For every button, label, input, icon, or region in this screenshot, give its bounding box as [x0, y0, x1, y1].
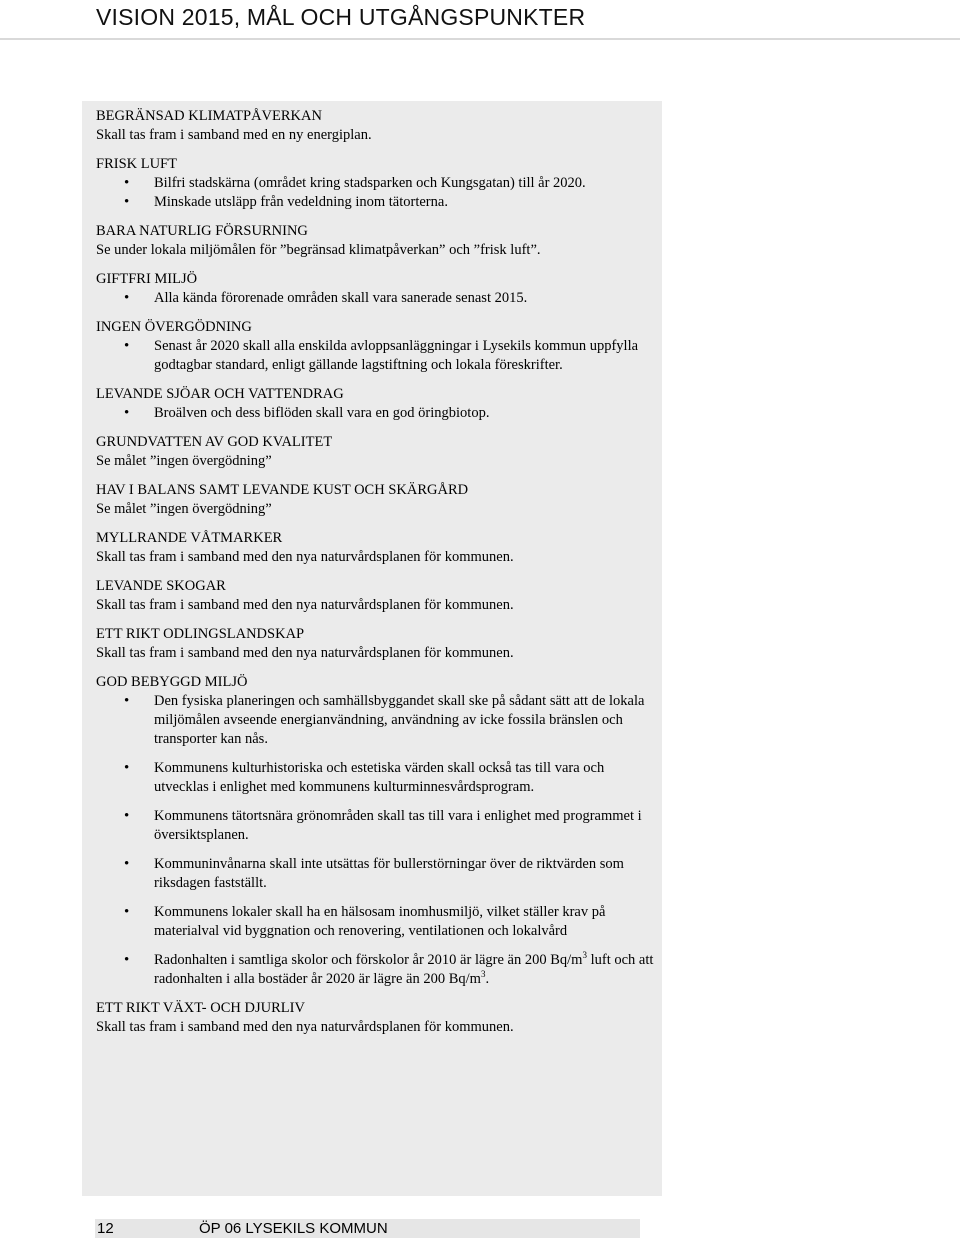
- bullet-list: [96, 692, 656, 989]
- section-vaxt-och-djurliv: [96, 999, 656, 1037]
- page-number: 12: [97, 1220, 114, 1237]
- list-item: • Alla kända förorenade områden skall vara sanerade senast 2015.: [124, 290, 528, 306]
- section-text: Skall tas fram i samband med den nya naturvårdsplanen för kommunen.: [96, 645, 514, 661]
- section-text: Skall tas fram i samband med den nya naturvårdsplanen för kommunen.: [96, 549, 514, 565]
- bullet-icon: •: [124, 693, 130, 709]
- bullet-icon: •: [124, 194, 130, 210]
- page-footer: [95, 1219, 640, 1238]
- list-item: • Kommuninvånarna skall inte utsättas för bullerstörningar över de riktvärden som riksdagen fastställt.: [124, 856, 624, 891]
- section-heading: ETT RIKT ODLINGSLANDSKAP: [96, 626, 305, 642]
- section-text: Skall tas fram i samband med den nya naturvårdsplanen för kommunen.: [96, 1019, 514, 1035]
- section-text: Se under lokala miljömålen för ”begränsad klimatpåverkan” och ”frisk luft”.: [96, 242, 541, 258]
- section-heading: GRUNDVATTEN AV GOD KVALITET: [96, 434, 333, 450]
- bullet-icon: •: [124, 856, 130, 872]
- section-grundvatten: [96, 433, 656, 471]
- section-heading: GOD BEBYGGD MILJÖ: [96, 674, 248, 690]
- page-title: VISION 2015, MÅL OCH UTGÅNGSPUNKTER: [96, 4, 586, 30]
- bullet-icon: •: [124, 338, 130, 354]
- section-heading: ETT RIKT VÄXT- OCH DJURLIV: [96, 1000, 305, 1016]
- list-item: • Minskade utsläpp från vedeldning inom tätorterna.: [124, 194, 448, 210]
- section-heading: BARA NATURLIG FÖRSURNING: [96, 223, 308, 239]
- header-divider: [0, 38, 960, 40]
- bullet-icon: •: [124, 405, 130, 421]
- bullet-icon: •: [124, 760, 130, 776]
- section-giftfri-miljo: [96, 270, 656, 308]
- list-item: • Kommunens lokaler skall ha en hälsosam inomhusmiljö, vilket ställer krav på materialval vid byggnation och renovering, ventilationen och lokalvård: [124, 904, 606, 939]
- section-text: Skall tas fram i samband med en ny energiplan.: [96, 127, 372, 143]
- section-bara-naturlig-forsurning: [96, 222, 656, 260]
- section-odlingslandskap: [96, 625, 656, 663]
- section-text: Skall tas fram i samband med den nya naturvårdsplanen för kommunen.: [96, 597, 514, 613]
- bullet-list: [96, 337, 656, 375]
- section-ingen-overgodning: [96, 318, 656, 375]
- section-heading: HAV I BALANS SAMT LEVANDE KUST OCH SKÄRGÅRD: [96, 482, 469, 498]
- section-heading: INGEN ÖVERGÖDNING: [96, 319, 252, 335]
- bullet-list: [96, 174, 656, 212]
- bullet-icon: •: [124, 290, 130, 306]
- bullet-icon: •: [124, 808, 130, 824]
- list-item: • Broälven och dess biflöden skall vara en god öringbiotop.: [124, 405, 490, 421]
- bullet-icon: •: [124, 904, 130, 920]
- section-begransad-klimatpaverkan: [96, 107, 656, 145]
- section-myllrande-vatmarker: [96, 529, 656, 567]
- section-frisk-luft: [96, 155, 656, 212]
- section-text: Se målet ”ingen övergödning”: [96, 453, 272, 469]
- section-heading: LEVANDE SKOGAR: [96, 578, 226, 594]
- section-heading: GIFTFRI MILJÖ: [96, 271, 198, 287]
- footer-title: ÖP 06 LYSEKILS KOMMUN: [199, 1220, 388, 1237]
- list-item: • Radonhalten i samtliga skolor och förskolor år 2010 är lägre än 200 $Bq/m^3$ luft och att radonhalten i alla bostäder år 2020 är lägre än 200 $Bq/m^3$.: [124, 950, 654, 987]
- list-item: • Kommunens tätortsnära grönområden skall tas till vara i enlighet med programmet i översiktsplanen.: [124, 808, 642, 843]
- bullet-icon: •: [124, 952, 130, 968]
- section-heading: BEGRÄNSAD KLIMATPÅVERKAN: [96, 108, 322, 124]
- section-heading: MYLLRANDE VÅTMARKER: [96, 530, 283, 546]
- section-god-bebyggd-miljo: [96, 673, 656, 989]
- bullet-list: [96, 289, 656, 308]
- bullet-icon: •: [124, 175, 130, 191]
- section-levande-skogar: [96, 577, 656, 615]
- list-item: • Kommunens kulturhistoriska och estetiska värden skall också tas till vara och utvecklas i enlighet med kommunens kulturminnesvårdsprogram.: [124, 760, 605, 795]
- bullet-list: [96, 404, 656, 423]
- section-heading: LEVANDE SJÖAR OCH VATTENDRAG: [96, 386, 344, 402]
- section-text: Se målet ”ingen övergödning”: [96, 501, 272, 517]
- document-body: [96, 107, 656, 1047]
- section-heading: FRISK LUFT: [96, 156, 177, 172]
- list-item: • Senast år 2020 skall alla enskilda avloppsanläggningar i Lysekils kommun uppfylla godtagbar standard, enligt gällande lagstiftning och lokala föreskrifter.: [124, 338, 639, 373]
- list-item: • Bilfri stadskärna (området kring stadsparken och Kungsgatan) till år 2020.: [124, 175, 586, 191]
- section-levande-sjoar: [96, 385, 656, 423]
- section-hav-i-balans: [96, 481, 656, 519]
- list-item: • Den fysiska planeringen och samhällsbyggandet skall ske på sådant sätt att de lokala miljömålen avseende energianvändning, användning av icke fossila bränslen och transporter kan nås.: [124, 693, 645, 747]
